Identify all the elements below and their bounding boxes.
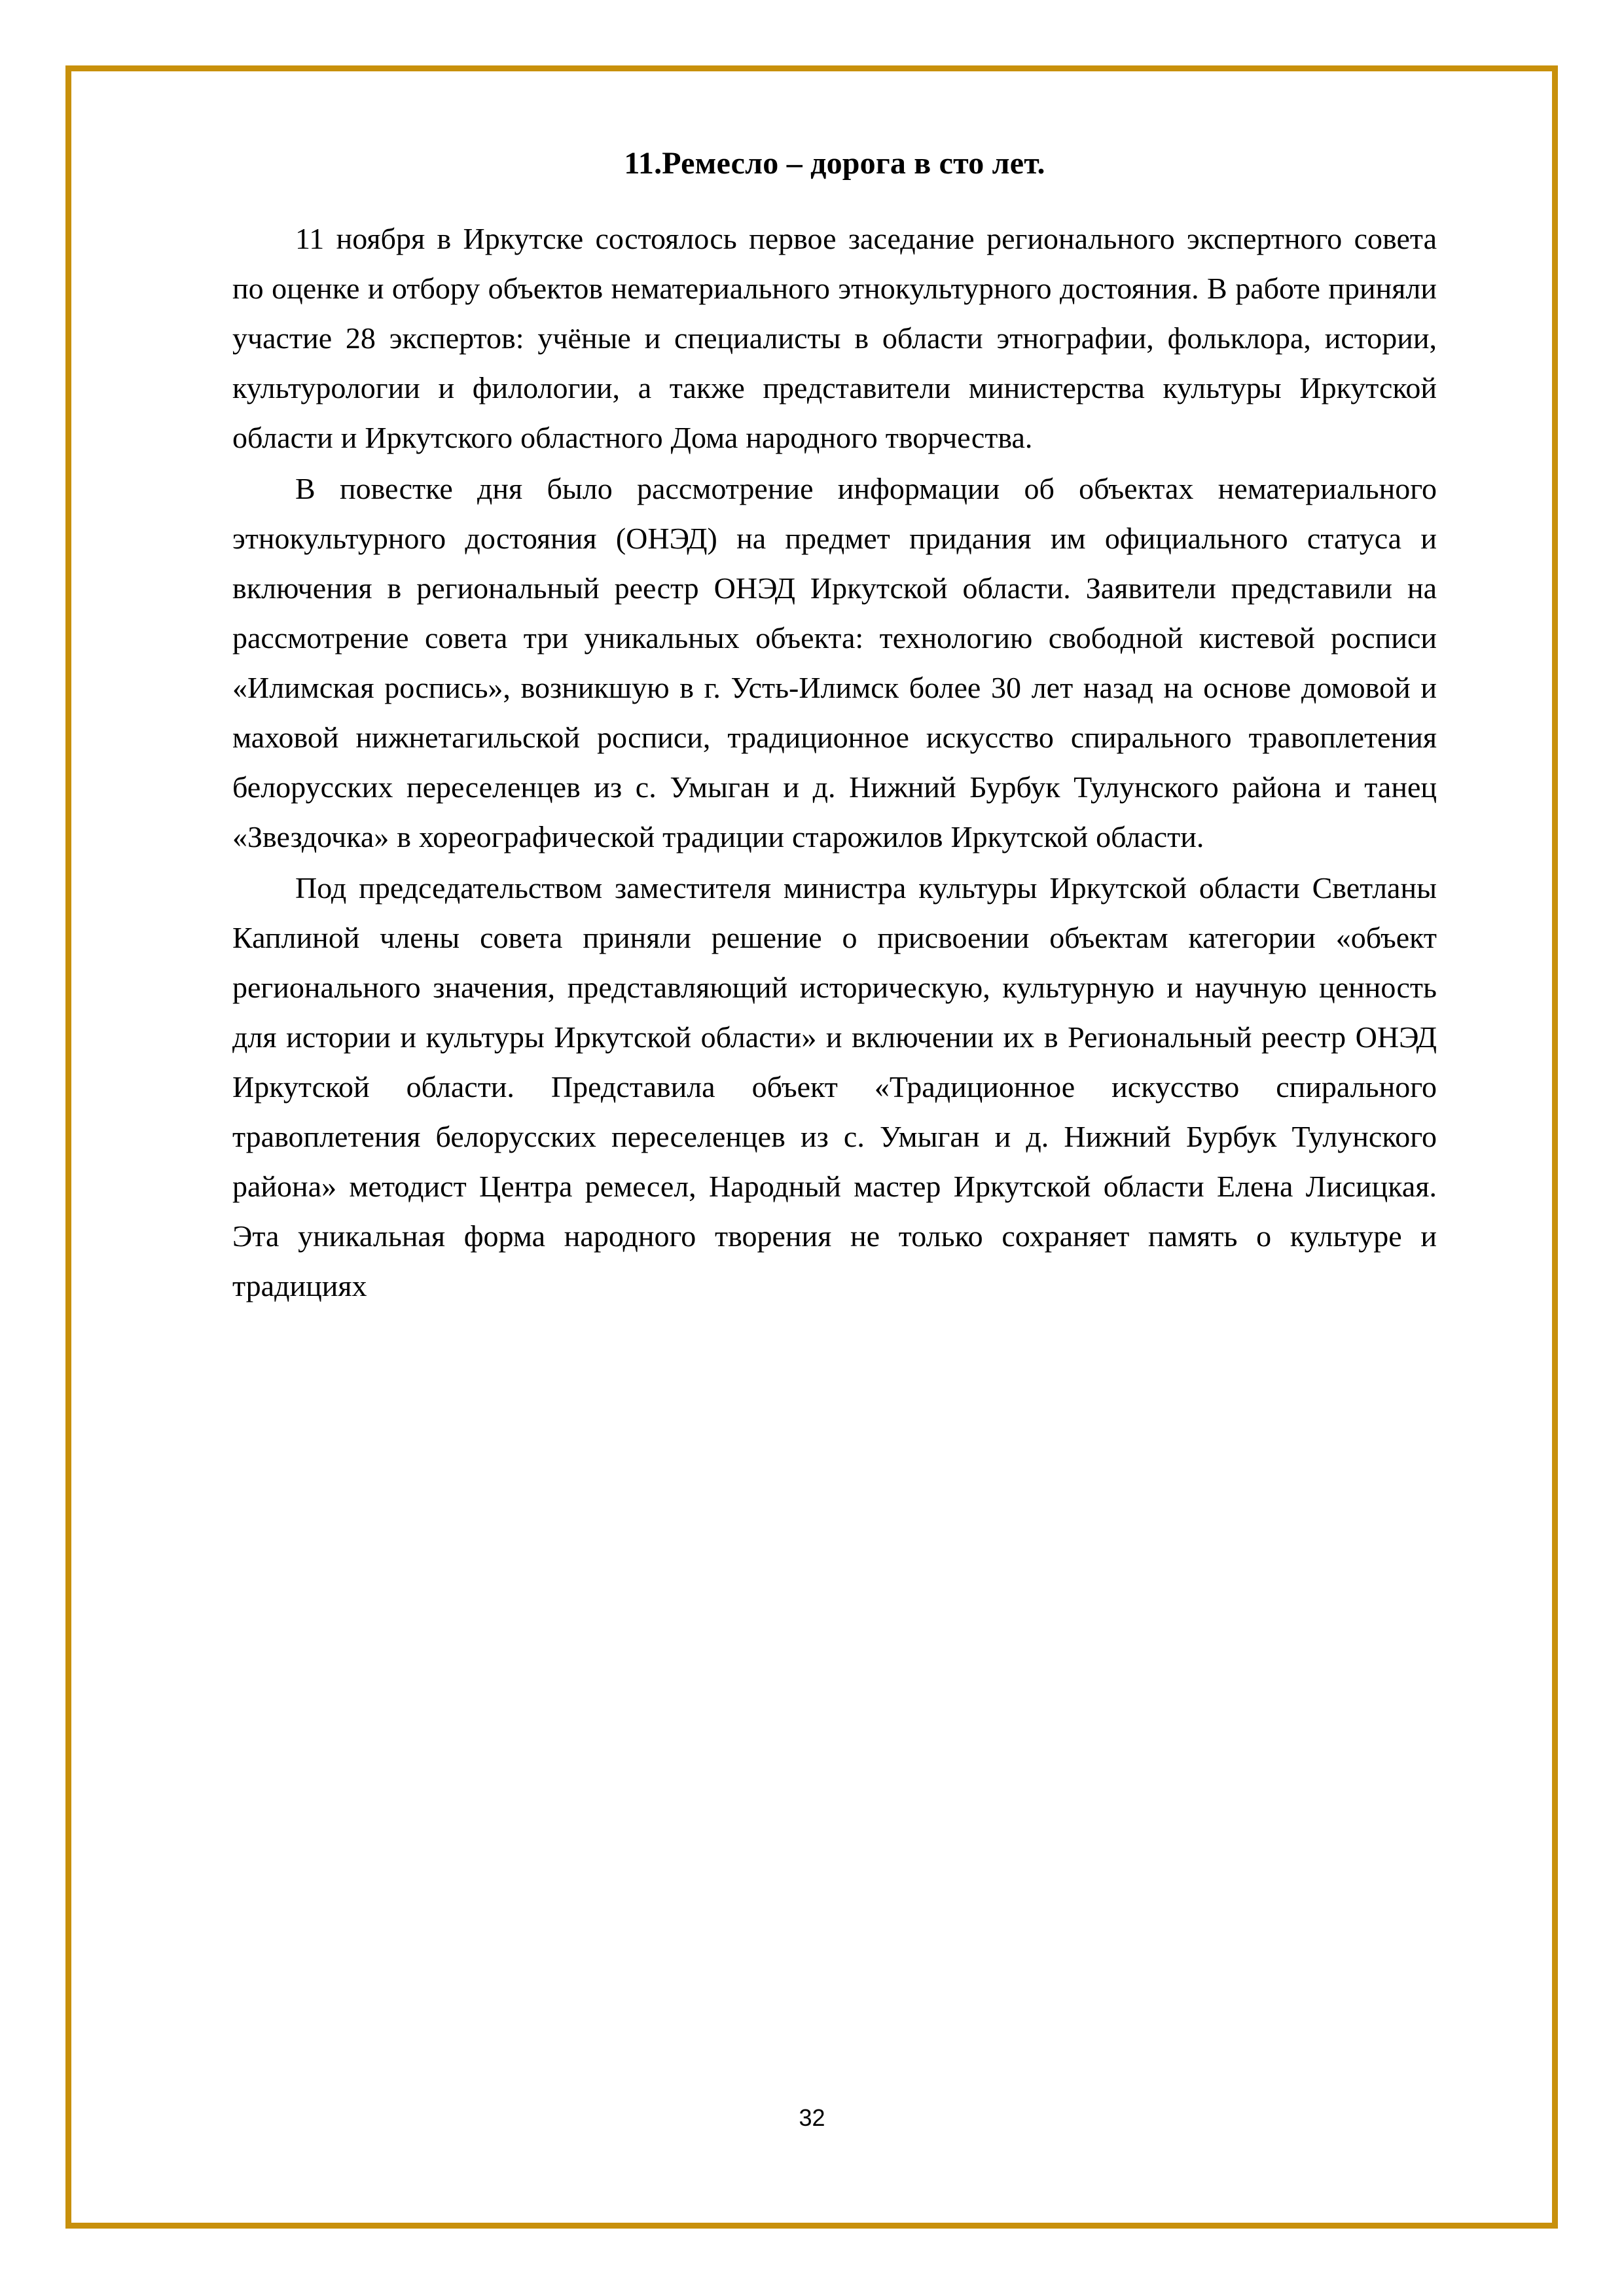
page-title: 11.Ремесло – дорога в сто лет. — [624, 146, 1045, 181]
body-paragraph-1: 11 ноября в Иркутске состоялось первое заседание регионального экспертного совета по оценке и отбору объектов нематериального этнокультурного достояния. В работе приняли участие 28 экспертов: учёные и специалисты в области этнографии, фольклора, истории, культурологии и филологии, а также представители министерства культуры Иркутской области и Иркутского областного Дома народного творчества. — [232, 221, 1437, 454]
body-paragraph-2: В повестке дня было рассмотрение информации об объектах нематериального этнокультурного достояния (ОНЭД) на предмет придания им официального статуса и включения в региональный реестр ОНЭД Иркутской области. Заявители представили на рассмотрение совета три уникальных объекта: технологию свободной кистевой росписи «Илимская роспись», возникшую в г. Усть-Илимск более 30 лет назад на основе домовой и маховой нижнетагильской росписи, традиционное искусство спирального травоплетения белорусских переселенцев из с. Умыган и д. Нижний Бурбук Тулунского района и танец «Звездочка» в хореографической традиции старожилов Иркутской области. — [232, 471, 1437, 853]
body-paragraph-3: Под председательством заместителя министра культуры Иркутской области Светланы Каплиной члены совета приняли решение о присвоении объектам категории «объект регионального значения, представляющий историческую, культурную и научную ценность для истории и культуры Иркутской области» и включении их в Региональный реестр ОНЭД Иркутской области. Представила объект «Традиционное искусство спирального травоплетения белорусских переселенцев из с. Умыган и д. Нижний Бурбук Тулунского района» методист Центра ремесел, Народный мастер Иркутской области Елена Лисицкая. Эта уникальная форма народного творения не только сохраняет память о культуре и традициях — [232, 870, 1437, 1302]
page-number: 32 — [799, 2104, 825, 2131]
document-content — [232, 141, 1437, 1312]
